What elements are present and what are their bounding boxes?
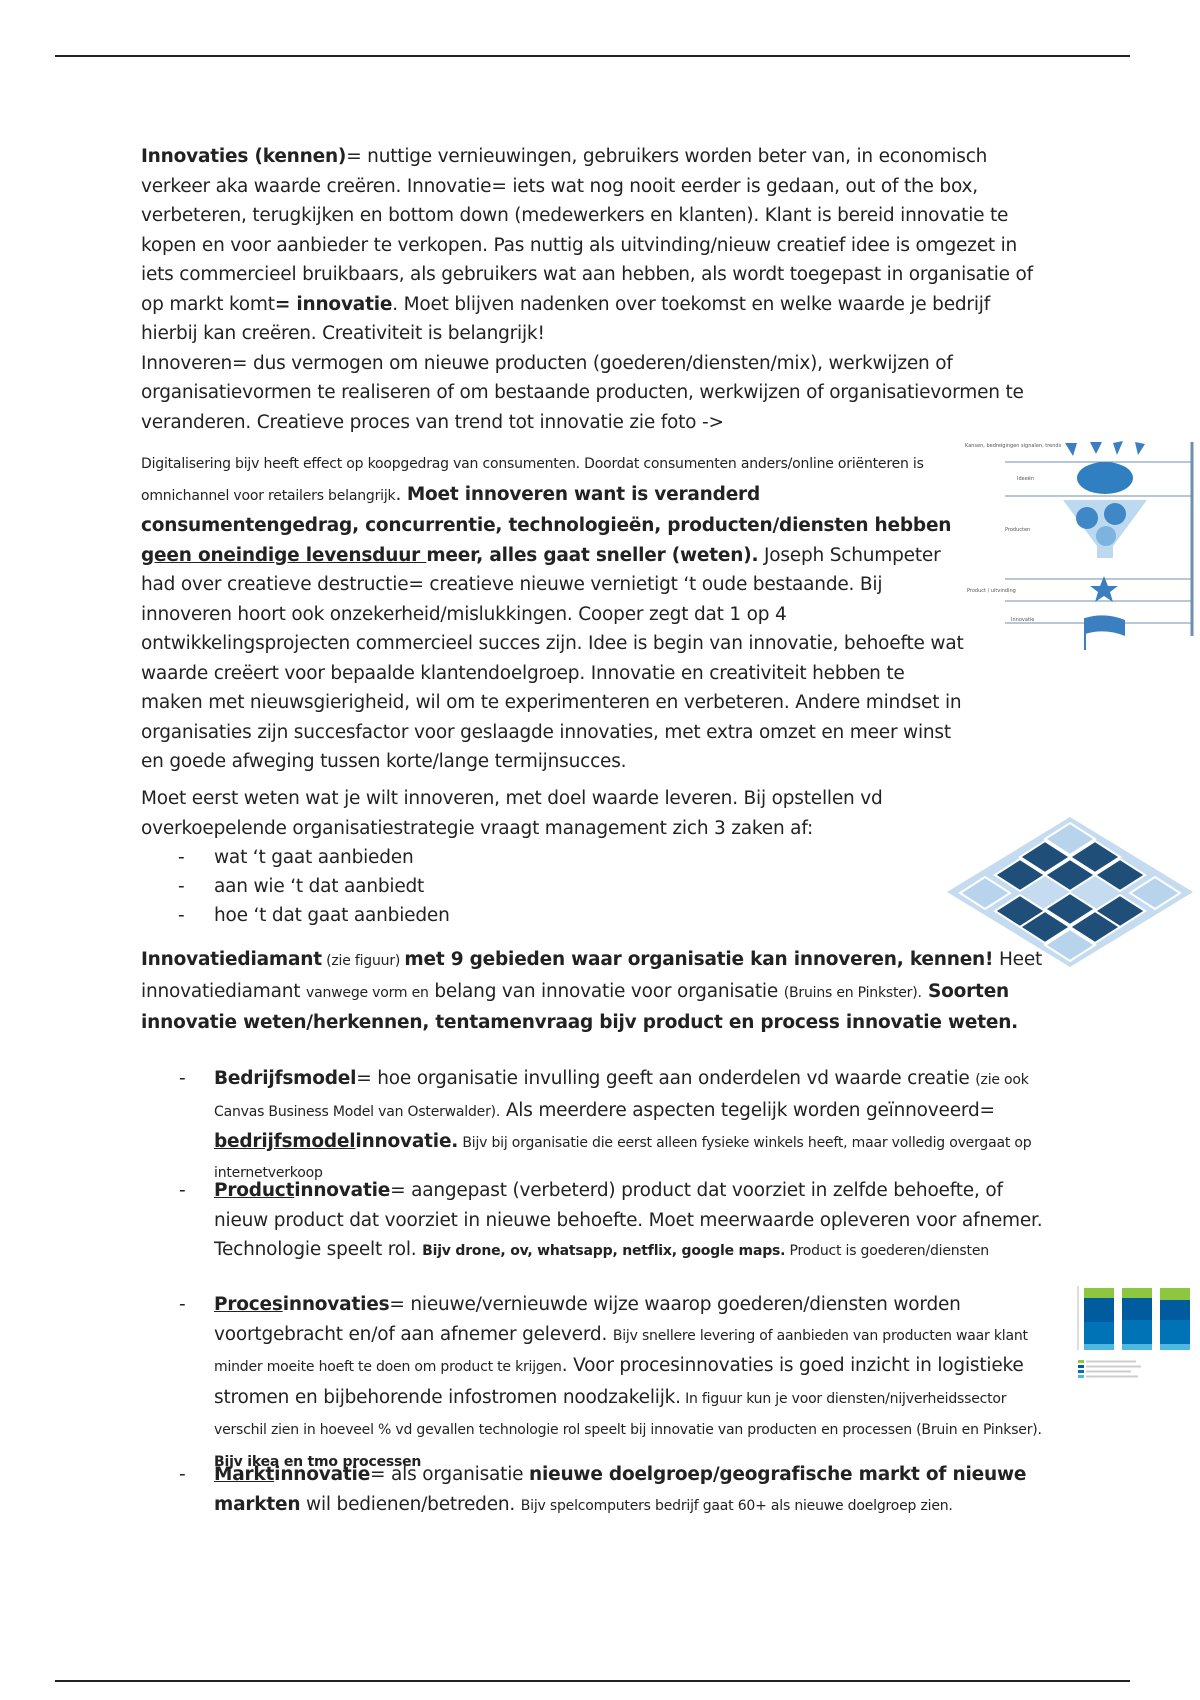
term-underlined: Proces — [214, 1294, 283, 1315]
bullet-text: aan wie ‘t dat aanbiedt — [214, 876, 425, 897]
idea-bubble-a — [1076, 507, 1098, 529]
item-small: In figuur kun je voor diensten/nijverheidssector verschil zien in hoeveel % vd gevallen technologie rol speelt bij innovatie van producten en processen (Bruin en Pinkser). — [214, 1390, 1042, 1438]
intro-paragraph — [141, 142, 1051, 437]
term-underlined: Markt — [214, 1464, 275, 1485]
term-underlined: Product — [214, 1180, 295, 1201]
source-ref: (Bruins en Pinkster). — [783, 984, 922, 1001]
item-text: = nieuwe/vernieuwde wijze waarop goederen/diensten worden voortgebracht en/of aan afnemer geleverd. — [214, 1294, 961, 1345]
footer-rule — [55, 1680, 1130, 1682]
strategy-text: Moet eerst weten wat je wilt innoveren, met doel waarde leveren. Bij opstellen vd overkoepelende organisatiestrategie vraagt management zich 3 zaken af: — [141, 788, 883, 839]
term-underlined: bedrijfsmodel — [214, 1131, 356, 1152]
flag-icon — [1085, 615, 1125, 650]
bullet-text: hoe ‘t dat gaat aanbieden — [214, 905, 450, 926]
item-example: Bijv spelcomputers bedrijf gaat 60+ als nieuwe doelgroep zien. — [520, 1497, 953, 1514]
funnel-label-trends: Kansen, bedreigingen signalen, trends — [965, 443, 1062, 449]
idea-cloud-icon — [1077, 462, 1133, 494]
header-rule — [55, 55, 1130, 57]
lifespan-emphasis: geen oneindige levensduur — [141, 544, 427, 566]
bar-1 — [1084, 1288, 1114, 1350]
intro-text-end: . Moet blijven nadenken over toekomst en welke waarde je bedrijf hierbij kan creëren. Creativiteit is belangrijk! — [141, 293, 991, 344]
item-text: Als meerdere aspecten tegelijk worden geïnnoveerd= — [500, 1099, 995, 1121]
term: innovaties — [282, 1294, 390, 1315]
star-icon — [1090, 576, 1118, 602]
period: . — [395, 483, 402, 505]
term: Bedrijfsmodel — [214, 1068, 357, 1089]
diamond-small: vanwege vorm en — [306, 984, 429, 1001]
list-item-marktinnovatie: - Marktinnovatie= als organisatie nieuwe doelgroep/geografische markt of nieuwe markten wil bedienen/betreden. Bijv spelcomputers bedrijf gaat 60+ als nieuwe doelgroep zien. — [179, 1464, 1027, 1515]
term-innovatie: = innovatie — [274, 293, 393, 315]
term: innovatie — [294, 1180, 391, 1201]
list-item-productinnovatie: - Productinnovatie= aangepast (verbeterd) product dat voorziet in zelfde behoefte, of nieuw product dat voorziet in nieuwe behoefte. Moet meerwaarde opleveren voor afnemer. Technologie speelt rol. Bijv drone, ov, whatsapp, netflix, google maps. Product is goederen/diensten — [179, 1180, 1043, 1260]
item-small: (zie ook Canvas Business Model van Osterwalder). — [214, 1072, 1029, 1120]
term-innovatiediamant: Innovatiediamant — [141, 949, 322, 970]
item-example-bold: Bijv drone, ov, whatsapp, netflix, google maps. — [422, 1243, 786, 1259]
why-innovate-end: meer, alles gaat sneller (weten). — [426, 544, 759, 566]
digitalisering-text: Digitalisering bijv heeft effect op koopgedrag van consumenten. Doordat consumenten anders/online oriënteren is omnichannel voor retailers belangrijk — [141, 456, 924, 504]
item-emphasis: nieuwe doelgroep/geografische markt of nieuwe markten — [214, 1464, 1027, 1515]
diamond-emphasis: met 9 gebieden waar organisatie kan innoveren, kennen! — [404, 949, 994, 970]
intro-text: = nuttige vernieuwingen, gebruikers worden beter van, in economisch verkeer aka waarde creëren. Innovatie= iets wat nog nooit eerder is gedaan, out of the box, verbeteren, terugkijken en bottom down (medewerkers en klanten). Klant is bereid innovatie te kopen en voor aanbieder te verkopen. Pas nuttig als uitvinding/nieuw creatief idee is omgezet in iets commercieel bruikbaars, als gebruikers wat aan hebben, als wordt toegepast in organisatie of op markt komt — [141, 146, 1033, 315]
schumpeter-text: Joseph Schumpeter had over creatieve destructie= creatieve nieuwe vernietigt ‘t oude bestaande. Bij innoveren hoort ook onzekerheid/mislukkingen. Cooper zegt dat 1 op 4 ontwikkelingsprojecten commercieel succes zijn. Idee is begin van innovatie, behoefte wat waarde creëert voor bepaalde klantendoelgroep. Innovatie en creativiteit hebben te maken met nieuwsgierigheid, wil om te experimenteren en verbeteren. Andere mindset in organisaties zijn succesfactor voor geslaagde innovaties, met extra omzet en meer winst en goede afweging tussen korte/lange termijnsucces. — [141, 544, 964, 772]
funnel-label-invention: Product / uitvinding — [967, 588, 1016, 594]
digitalisering-paragraph — [141, 448, 971, 777]
trend-to-innovation-figure — [965, 438, 1200, 658]
bullet-text: wat ‘t gaat aanbieden — [214, 847, 414, 868]
idea-bubble-b — [1104, 503, 1126, 525]
chart-legend — [1078, 1360, 1141, 1378]
list-item-procesinnovaties: - Procesinnovaties= nieuwe/vernieuwde wijze waarop goederen/diensten worden voortgebracht en/of aan afnemer geleverd. Bijv snellere levering of aanbieden van producten waar klant minder moeite hoeft te doen om product te krijgen. Voor procesinnovaties is goed inzicht in logistieke stromen en bijbehorende infostromen noodzakelijk. In figuur kun je voor diensten/nijverheidssector verschil zien in hoeveel % vd gevallen technologie rol speelt bij innovatie van producten en processen (Bruin en Pinkser). Bijv ikea en tmo processen — [179, 1294, 1042, 1470]
bar-2 — [1122, 1288, 1152, 1350]
item-small: Bijv snellere levering of aanbieden van producten waar klant minder moeite hoeft te doen om product te krijgen — [214, 1327, 1028, 1375]
item-example-bold: Bijv ikea en tmo processen — [214, 1453, 422, 1470]
bar-3 — [1160, 1288, 1190, 1350]
funnel-label-innovation: Innovatie — [1011, 617, 1035, 623]
list-item-bedrijfsmodel: - Bedrijfsmodel= hoe organisatie invulling geeft aan onderdelen vd waarde creatie (zie ook Canvas Business Model van Osterwalder). Als meerdere aspecten tegelijk worden geïnnoveerd= bedrijfsmodelinnovatie. Bijv bij organisatie die eerst alleen fysieke winkels heeft, maar volledig overgaat op internetverkoop — [179, 1068, 1032, 1181]
item-text: = hoe organisatie invulling geeft aan onderdelen vd waarde creatie — [356, 1068, 976, 1089]
why-innovate: Moet innoveren want is veranderd consumentengedrag, concurrentie, technologieën, producten/diensten hebben — [141, 483, 952, 536]
item-text: = als organisatie — [370, 1464, 529, 1485]
item-text: wil bedienen/betreden. — [300, 1493, 521, 1515]
diamond-paragraph — [141, 945, 1051, 1038]
item-text: . Voor procesinnovaties is goed inzicht in logistieke stromen en bijbehorende infostromen noodzakelijk. — [214, 1355, 1024, 1408]
strategy-paragraph — [141, 784, 941, 843]
exam-note: Soorten innovatie weten/herkennen, tentamenvraag bijv product en process innovatie weten. — [141, 980, 1019, 1033]
diamond-text-2: belang van innovatie voor organisatie — [428, 980, 784, 1002]
funnel-label-products: Producten — [1005, 527, 1031, 533]
funnel-label-ideas: Ideeën — [1017, 476, 1035, 482]
term: innovatie — [274, 1464, 371, 1485]
item-example: Bijv bij organisatie die eerst alleen fysieke winkels heeft, maar volledig overgaat op internetverkoop — [214, 1135, 1032, 1181]
term-innovaties: Innovaties (kennen) — [141, 146, 347, 167]
technology-role-chart-thumbnail — [1070, 1282, 1195, 1382]
innoveren-definition: Innoveren= dus vermogen om nieuwe producten (goederen/diensten/mix), werkwijzen of organisatievormen te realiseren of om bestaande producten, werkwijzen of organisatievormen te veranderen. Creatieve proces van trend tot innovatie zie foto -> — [141, 352, 1024, 433]
item-small: Product is goederen/diensten — [785, 1243, 989, 1259]
figure-ref: (zie figuur) — [321, 953, 405, 969]
lightning-icon — [1065, 441, 1145, 456]
item-text: = aangepast (verbeterd) product dat voorziet in zelfde behoefte, of nieuw product dat voorziet in nieuwe behoefte. Moet meerwaarde opleveren voor afnemer. Technologie speelt rol. — [214, 1180, 1043, 1260]
term: innovatie. — [355, 1131, 459, 1152]
diamond-text: Heet innovatiediamant — [141, 949, 1043, 1002]
idea-bubble-c — [1096, 526, 1116, 546]
